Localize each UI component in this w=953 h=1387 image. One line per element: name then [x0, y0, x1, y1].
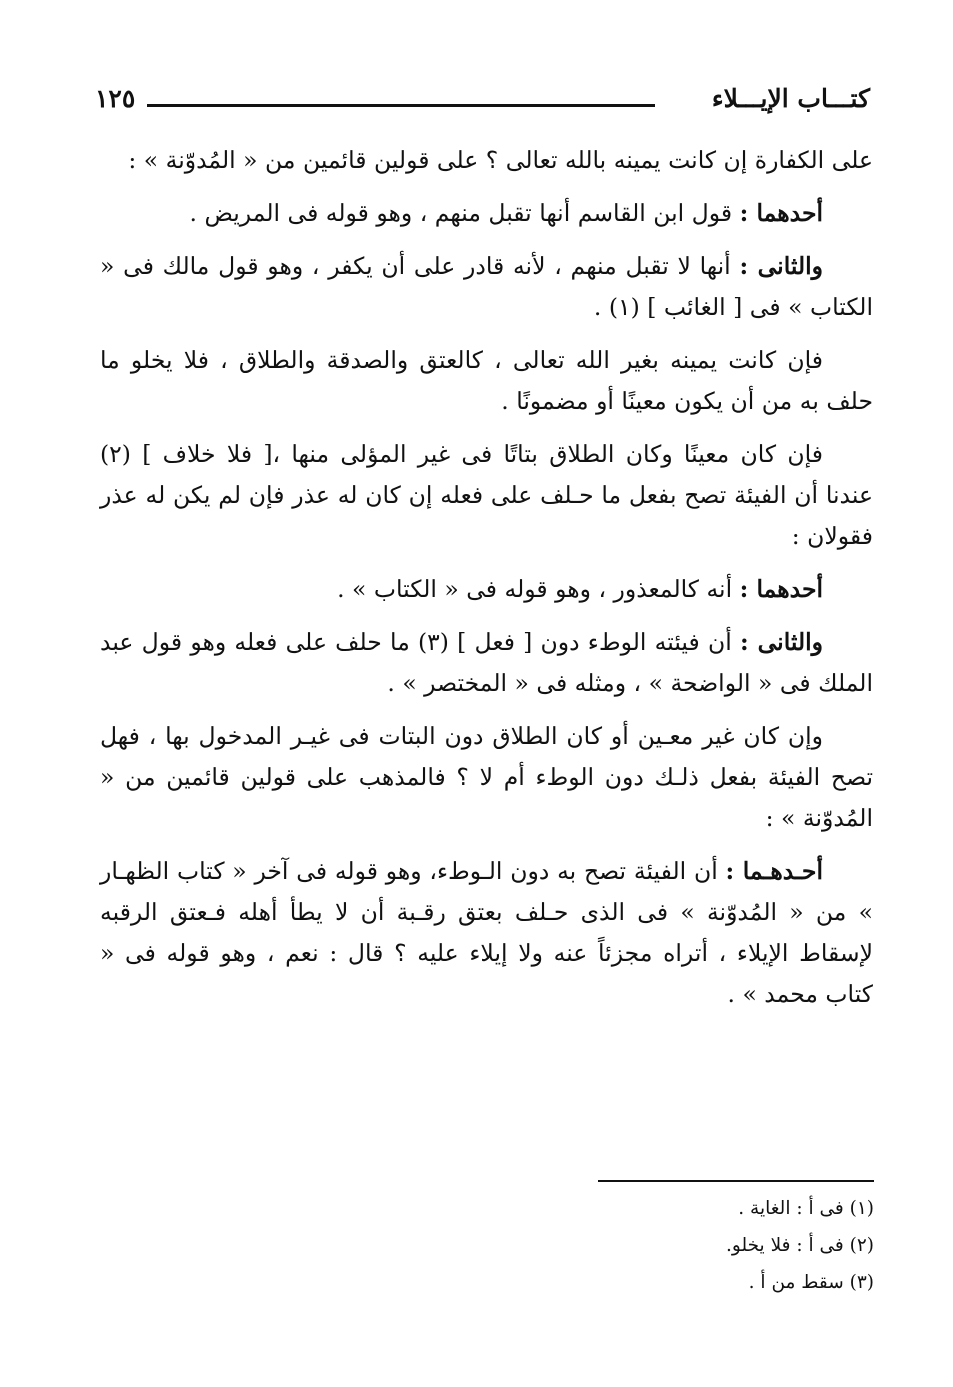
paragraph-lead: والثانى : [739, 252, 823, 280]
paragraph [100, 434, 873, 557]
paragraph [100, 140, 873, 181]
paragraph-lead: أحدهما : [739, 575, 823, 603]
paragraph [100, 851, 873, 1015]
paragraph-text: أنه كالمعذور ، وهو قوله فى « الكتاب » . [337, 575, 740, 603]
paragraph-text: على الكفارة إن كانت يمينه بالله تعالى ؟ على قولين قائمين من « المُدوّنة » : [128, 146, 873, 174]
paragraph-lead: والثانى : [739, 628, 823, 656]
paragraph-text: أنها لا تقبل منهم ، لأنه قادر على أن يكفر ، وهو قول مالك فى « الكتاب » فى [ الغائب ] (١) . [100, 252, 873, 321]
paragraph [100, 246, 873, 328]
footnote: (٣) سقط من أ . [748, 1272, 874, 1293]
paragraph [100, 716, 873, 839]
running-header [95, 84, 870, 124]
paragraph-text: أن الفيئة تصح به دون الـوطء، وهو قوله فى آخر « كتاب الظهـار » من « المُدوّنة » فى الذى حـلف بعتق رقـبة أن لا يطأ أهله فـعتق الرقبه لإسقاط الإيلاء ، أتراه مجزئاً عنه ولا إيلاء عليه ؟ قال : نعم ، وهو قوله فى « كتاب محمد » . [100, 857, 873, 1008]
paragraph-text: أن فيئته الوطء دون [ فعل ] (٣) ما حلف على فعله وهو قول عبد الملك فى « الواضحة » ، ومثله فى « المختصر » . [100, 628, 873, 697]
footnote: (١) فى أ : الغاية . [738, 1198, 874, 1219]
footnote: (٢) فى أ : فلا يخلو. [726, 1235, 874, 1256]
paragraph-text: قول ابن القاسم أنها تقبل منهم ، وهو قوله فى المريض . [189, 199, 740, 227]
paragraph-text: فإن كانت يمينه بغير الله تعالى ، كالعتق والصدقة والطلاق ، فلا يخلو ما حلف به من أن يكون معينًا أو مضمونًا . [100, 346, 873, 415]
paragraph [100, 193, 873, 234]
paragraph-lead: أحـدهـما : [725, 857, 823, 885]
paragraph [100, 340, 873, 422]
header-rule [147, 104, 655, 107]
paragraph [100, 569, 873, 610]
main-text [100, 140, 873, 1027]
header-title: كتـــاب الإيـــلاء [711, 84, 870, 113]
paragraph-lead: أحدهما : [739, 199, 823, 227]
footnotes [520, 1190, 874, 1301]
paragraph-text: فإن كان معينًا وكان الطلاق بتاتًا فى غير المؤلى منها ،[ فلا خلاف ] (٢) عندنا أن الفيئة تصح بفعل ما حـلف على فعله إن كان له عذر فإن لم يكن له عذر فقولان : [100, 440, 873, 550]
footnote-rule [598, 1180, 874, 1182]
paragraph [100, 622, 873, 704]
page-number: ١٢٥ [95, 84, 136, 113]
paragraph-text: وإن كان غير معـين أو كان الطلاق دون البتات فى غيـر المدخول بها ، فهل تصح الفيئة بفعل ذلـك دون الوطء أم لا ؟ فالمذهب على قولين قائمين من « المُدوّنة » : [100, 722, 873, 832]
